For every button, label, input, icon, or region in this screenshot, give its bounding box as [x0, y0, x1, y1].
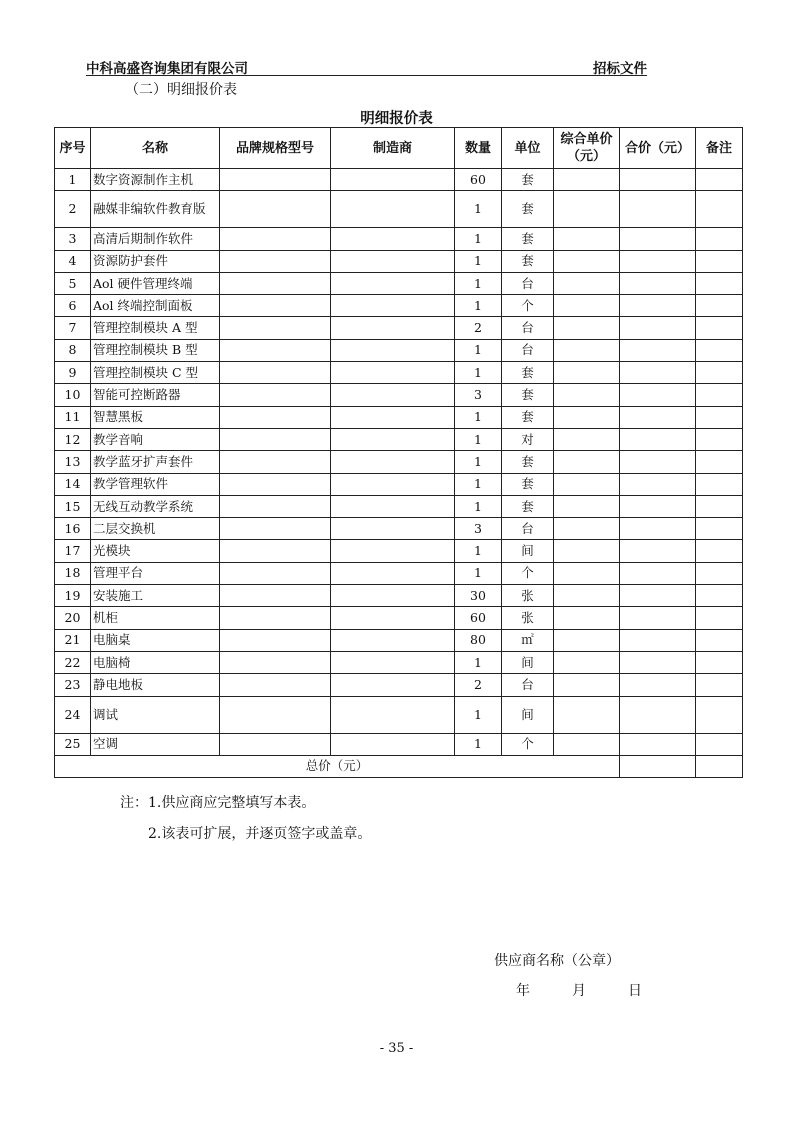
cell-name: 教学管理软件	[91, 473, 220, 495]
cell-remark	[696, 495, 743, 517]
cell-name: 空调	[91, 733, 220, 755]
cell-maker	[331, 428, 455, 450]
cell-no: 23	[55, 674, 91, 696]
cell-subtotal	[620, 562, 696, 584]
col-header-name: 名称	[91, 128, 220, 169]
cell-brand	[220, 629, 331, 651]
cell-maker	[331, 674, 455, 696]
cell-unit-price	[554, 428, 620, 450]
cell-remark	[696, 317, 743, 339]
cell-maker	[331, 629, 455, 651]
cell-unit: 台	[502, 339, 554, 361]
quote-table	[54, 127, 743, 778]
cell-brand	[220, 169, 331, 191]
cell-qty: 1	[455, 651, 502, 673]
cell-qty: 1	[455, 228, 502, 250]
cell-maker	[331, 317, 455, 339]
cell-unit: 套	[502, 451, 554, 473]
cell-maker	[331, 362, 455, 384]
cell-name: 教学音响	[91, 428, 220, 450]
cell-qty: 30	[455, 585, 502, 607]
cell-remark	[696, 451, 743, 473]
table-row	[55, 228, 743, 250]
cell-brand	[220, 651, 331, 673]
cell-unit: 台	[502, 674, 554, 696]
cell-no: 9	[55, 362, 91, 384]
cell-brand	[220, 451, 331, 473]
cell-qty: 1	[455, 733, 502, 755]
cell-unit: 套	[502, 406, 554, 428]
table-row	[55, 428, 743, 450]
cell-brand	[220, 585, 331, 607]
cell-unit: 套	[502, 473, 554, 495]
table-row	[55, 317, 743, 339]
cell-unit-price	[554, 250, 620, 272]
cell-no: 2	[55, 191, 91, 228]
cell-name: 二层交换机	[91, 518, 220, 540]
cell-remark	[696, 428, 743, 450]
cell-no: 17	[55, 540, 91, 562]
cell-no: 19	[55, 585, 91, 607]
cell-unit-price	[554, 540, 620, 562]
cell-subtotal	[620, 228, 696, 250]
cell-subtotal	[620, 295, 696, 317]
cell-unit: 套	[502, 362, 554, 384]
table-row	[55, 272, 743, 294]
cell-brand	[220, 191, 331, 228]
cell-qty: 1	[455, 473, 502, 495]
cell-no: 16	[55, 518, 91, 540]
cell-unit-price	[554, 629, 620, 651]
cell-qty: 1	[455, 428, 502, 450]
table-row	[55, 607, 743, 629]
cell-brand	[220, 384, 331, 406]
cell-unit-price	[554, 406, 620, 428]
cell-brand	[220, 495, 331, 517]
cell-subtotal	[620, 272, 696, 294]
cell-name: 智能可控断路器	[91, 384, 220, 406]
cell-unit: 套	[502, 191, 554, 228]
cell-unit: 套	[502, 384, 554, 406]
cell-remark	[696, 169, 743, 191]
cell-name: 数字资源制作主机	[91, 169, 220, 191]
cell-remark	[696, 629, 743, 651]
cell-no: 21	[55, 629, 91, 651]
cell-no: 14	[55, 473, 91, 495]
cell-unit: 套	[502, 250, 554, 272]
cell-remark	[696, 272, 743, 294]
cell-remark	[696, 674, 743, 696]
cell-maker	[331, 540, 455, 562]
cell-maker	[331, 339, 455, 361]
date-month: 月	[572, 983, 586, 999]
cell-unit: 间	[502, 540, 554, 562]
cell-qty: 3	[455, 518, 502, 540]
cell-unit-price	[554, 228, 620, 250]
table-row	[55, 495, 743, 517]
cell-subtotal	[620, 585, 696, 607]
cell-subtotal	[620, 317, 696, 339]
cell-qty: 2	[455, 317, 502, 339]
cell-no: 11	[55, 406, 91, 428]
cell-remark	[696, 362, 743, 384]
cell-subtotal	[620, 518, 696, 540]
cell-no: 7	[55, 317, 91, 339]
cell-maker	[331, 451, 455, 473]
cell-no: 13	[55, 451, 91, 473]
cell-name: 无线互动教学系统	[91, 495, 220, 517]
cell-brand	[220, 339, 331, 361]
table-row	[55, 339, 743, 361]
cell-remark	[696, 585, 743, 607]
cell-qty: 2	[455, 674, 502, 696]
cell-qty: 1	[455, 339, 502, 361]
cell-maker	[331, 272, 455, 294]
table-header-row	[55, 128, 743, 169]
cell-no: 5	[55, 272, 91, 294]
cell-subtotal	[620, 428, 696, 450]
cell-subtotal	[620, 250, 696, 272]
table-row	[55, 585, 743, 607]
cell-remark	[696, 339, 743, 361]
cell-maker	[331, 384, 455, 406]
cell-name: 教学蓝牙扩声套件	[91, 451, 220, 473]
cell-subtotal	[620, 169, 696, 191]
col-header-subtotal: 合价（元）	[620, 128, 696, 169]
cell-brand	[220, 473, 331, 495]
cell-remark	[696, 651, 743, 673]
cell-unit-price	[554, 651, 620, 673]
cell-maker	[331, 473, 455, 495]
cell-maker	[331, 607, 455, 629]
cell-name: Aol 硬件管理终端	[91, 272, 220, 294]
supplier-seal-label: 供应商名称（公章）	[494, 953, 620, 969]
cell-unit-price	[554, 295, 620, 317]
cell-unit: ㎡	[502, 629, 554, 651]
cell-no: 1	[55, 169, 91, 191]
col-header-unit-price: 综合单价（元）	[554, 128, 620, 169]
cell-brand	[220, 674, 331, 696]
cell-brand	[220, 696, 331, 733]
table-row	[55, 295, 743, 317]
cell-remark	[696, 696, 743, 733]
cell-remark	[696, 733, 743, 755]
table-row	[55, 518, 743, 540]
page-number: - 35 -	[379, 1041, 414, 1056]
cell-remark	[696, 518, 743, 540]
cell-subtotal	[620, 339, 696, 361]
cell-qty: 1	[455, 272, 502, 294]
col-header-unit: 单位	[502, 128, 554, 169]
table-row	[55, 562, 743, 584]
note-1: 注：1.供应商应完整填写本表。	[120, 795, 316, 811]
cell-brand	[220, 607, 331, 629]
cell-name: 高清后期制作软件	[91, 228, 220, 250]
cell-unit: 张	[502, 585, 554, 607]
cell-no: 4	[55, 250, 91, 272]
cell-name: 资源防护套件	[91, 250, 220, 272]
cell-unit-price	[554, 362, 620, 384]
cell-maker	[331, 228, 455, 250]
cell-qty: 1	[455, 250, 502, 272]
table-row	[55, 473, 743, 495]
cell-name: 管理平台	[91, 562, 220, 584]
table-row	[55, 406, 743, 428]
cell-qty: 1	[455, 191, 502, 228]
cell-unit: 套	[502, 228, 554, 250]
cell-unit-price	[554, 518, 620, 540]
cell-no: 8	[55, 339, 91, 361]
cell-no: 12	[55, 428, 91, 450]
cell-unit-price	[554, 607, 620, 629]
cell-subtotal	[620, 495, 696, 517]
total-label: 总价（元）	[55, 755, 620, 777]
cell-qty: 80	[455, 629, 502, 651]
cell-subtotal	[620, 651, 696, 673]
cell-remark	[696, 540, 743, 562]
cell-unit-price	[554, 696, 620, 733]
cell-qty: 3	[455, 384, 502, 406]
cell-unit-price	[554, 339, 620, 361]
table-row	[55, 651, 743, 673]
date-day: 日	[628, 983, 642, 999]
cell-subtotal	[620, 629, 696, 651]
cell-subtotal	[620, 696, 696, 733]
table-title: 明细报价表	[360, 111, 433, 127]
cell-brand	[220, 272, 331, 294]
cell-remark	[696, 384, 743, 406]
cell-unit: 台	[502, 518, 554, 540]
col-header-maker: 制造商	[331, 128, 455, 169]
cell-remark	[696, 295, 743, 317]
cell-maker	[331, 406, 455, 428]
cell-name: 融媒非编软件教育版	[91, 191, 220, 228]
cell-unit-price	[554, 317, 620, 339]
date-year: 年	[516, 983, 530, 999]
table-row	[55, 696, 743, 733]
cell-unit-price	[554, 169, 620, 191]
cell-name: 管理控制模块 A 型	[91, 317, 220, 339]
cell-remark	[696, 562, 743, 584]
cell-brand	[220, 250, 331, 272]
cell-name: 智慧黑板	[91, 406, 220, 428]
cell-subtotal	[620, 540, 696, 562]
cell-remark	[696, 250, 743, 272]
cell-maker	[331, 651, 455, 673]
table-row	[55, 191, 743, 228]
cell-qty: 1	[455, 540, 502, 562]
table-row	[55, 629, 743, 651]
cell-brand	[220, 562, 331, 584]
cell-qty: 1	[455, 696, 502, 733]
table-row	[55, 451, 743, 473]
cell-unit: 间	[502, 696, 554, 733]
col-header-brand: 品牌规格型号	[220, 128, 331, 169]
cell-no: 20	[55, 607, 91, 629]
cell-maker	[331, 585, 455, 607]
cell-brand	[220, 228, 331, 250]
cell-unit: 个	[502, 295, 554, 317]
cell-qty: 60	[455, 169, 502, 191]
cell-qty: 1	[455, 295, 502, 317]
cell-unit-price	[554, 451, 620, 473]
cell-name: 静电地板	[91, 674, 220, 696]
cell-subtotal	[620, 384, 696, 406]
header-divider	[86, 75, 647, 76]
cell-unit-price	[554, 585, 620, 607]
cell-unit-price	[554, 191, 620, 228]
cell-unit: 个	[502, 733, 554, 755]
cell-maker	[331, 250, 455, 272]
cell-qty: 1	[455, 495, 502, 517]
cell-qty: 1	[455, 562, 502, 584]
cell-unit-price	[554, 473, 620, 495]
cell-name: 调试	[91, 696, 220, 733]
table-row	[55, 250, 743, 272]
cell-name: 机柜	[91, 607, 220, 629]
cell-unit: 张	[502, 607, 554, 629]
cell-maker	[331, 518, 455, 540]
cell-no: 18	[55, 562, 91, 584]
cell-no: 24	[55, 696, 91, 733]
cell-remark	[696, 406, 743, 428]
cell-qty: 1	[455, 406, 502, 428]
cell-remark	[696, 228, 743, 250]
cell-no: 6	[55, 295, 91, 317]
cell-no: 15	[55, 495, 91, 517]
signature-date	[516, 980, 642, 1000]
cell-subtotal	[620, 473, 696, 495]
cell-brand	[220, 518, 331, 540]
cell-maker	[331, 495, 455, 517]
cell-subtotal	[620, 191, 696, 228]
table-row	[55, 362, 743, 384]
cell-subtotal	[620, 607, 696, 629]
cell-unit: 台	[502, 272, 554, 294]
cell-remark	[696, 191, 743, 228]
section-title: （二）明细报价表	[125, 82, 237, 98]
cell-name: 安装施工	[91, 585, 220, 607]
cell-qty: 1	[455, 451, 502, 473]
cell-unit-price	[554, 272, 620, 294]
table-row	[55, 733, 743, 755]
cell-maker	[331, 562, 455, 584]
col-header-qty: 数量	[455, 128, 502, 169]
cell-unit: 个	[502, 562, 554, 584]
cell-unit: 对	[502, 428, 554, 450]
cell-unit-price	[554, 384, 620, 406]
cell-name: 管理控制模块 B 型	[91, 339, 220, 361]
table-row	[55, 674, 743, 696]
cell-unit: 套	[502, 495, 554, 517]
total-value-cell	[620, 755, 696, 777]
cell-subtotal	[620, 451, 696, 473]
cell-subtotal	[620, 362, 696, 384]
cell-unit-price	[554, 562, 620, 584]
cell-maker	[331, 295, 455, 317]
cell-subtotal	[620, 406, 696, 428]
header-doc-type: 招标文件	[593, 61, 647, 77]
cell-no: 22	[55, 651, 91, 673]
cell-maker	[331, 696, 455, 733]
cell-maker	[331, 733, 455, 755]
cell-unit-price	[554, 495, 620, 517]
cell-name: 电脑椅	[91, 651, 220, 673]
cell-name: 电脑桌	[91, 629, 220, 651]
col-header-no: 序号	[55, 128, 91, 169]
cell-maker	[331, 191, 455, 228]
cell-no: 10	[55, 384, 91, 406]
cell-unit: 台	[502, 317, 554, 339]
cell-brand	[220, 406, 331, 428]
cell-remark	[696, 607, 743, 629]
cell-brand	[220, 295, 331, 317]
cell-subtotal	[620, 733, 696, 755]
cell-name: Aol 终端控制面板	[91, 295, 220, 317]
cell-qty: 60	[455, 607, 502, 629]
total-remark-cell	[696, 755, 743, 777]
cell-no: 25	[55, 733, 91, 755]
cell-remark	[696, 473, 743, 495]
cell-unit-price	[554, 733, 620, 755]
cell-unit-price	[554, 674, 620, 696]
table-row	[55, 384, 743, 406]
cell-name: 光模块	[91, 540, 220, 562]
cell-brand	[220, 317, 331, 339]
cell-name: 管理控制模块 C 型	[91, 362, 220, 384]
cell-brand	[220, 362, 331, 384]
cell-unit: 间	[502, 651, 554, 673]
table-row	[55, 169, 743, 191]
cell-unit: 套	[502, 169, 554, 191]
total-row	[55, 755, 743, 777]
cell-brand	[220, 733, 331, 755]
col-header-remark: 备注	[696, 128, 743, 169]
cell-qty: 1	[455, 362, 502, 384]
note-2: 2.该表可扩展，并逐页签字或盖章。	[148, 826, 372, 842]
cell-brand	[220, 540, 331, 562]
table-row	[55, 540, 743, 562]
cell-no: 3	[55, 228, 91, 250]
cell-maker	[331, 169, 455, 191]
cell-subtotal	[620, 674, 696, 696]
cell-brand	[220, 428, 331, 450]
header-company: 中科高盛咨询集团有限公司	[86, 61, 248, 77]
